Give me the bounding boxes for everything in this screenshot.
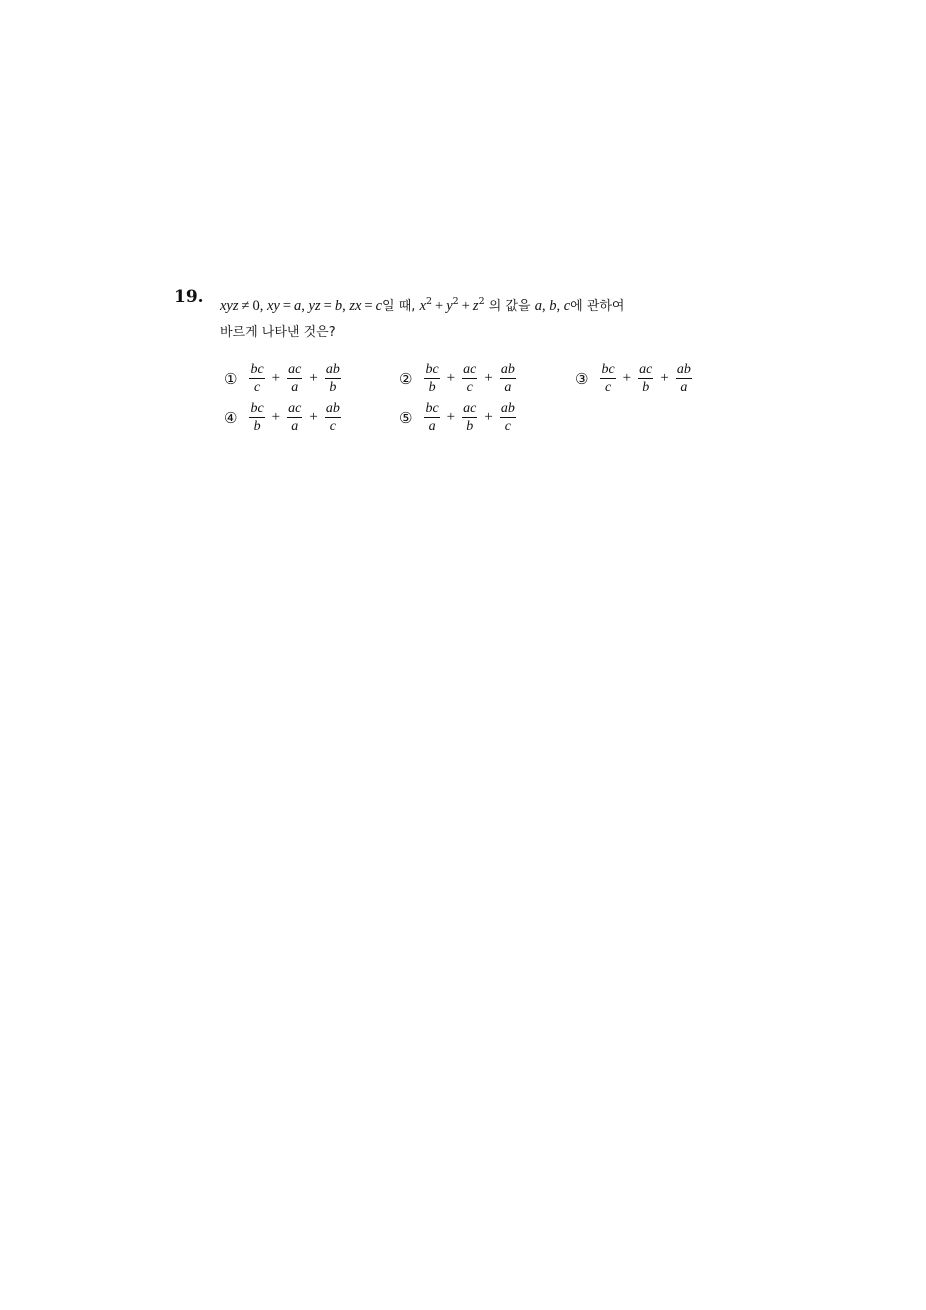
stem-token: c — [563, 298, 571, 314]
stem-token: 2 — [452, 296, 459, 307]
choice-row-2 — [224, 398, 764, 437]
stem-token: zx — [345, 298, 362, 314]
choice-expression — [247, 362, 342, 395]
fraction-denominator: c — [504, 419, 511, 434]
stem-token: xyz — [220, 298, 239, 314]
stem-token: 의 값을 — [484, 299, 535, 314]
fraction-numerator: bc — [601, 362, 615, 377]
fraction — [636, 362, 655, 395]
choice-expression — [422, 362, 517, 395]
fraction — [422, 362, 441, 395]
plus-sign: + — [271, 370, 281, 386]
stem-token: , — [541, 298, 550, 314]
fraction-numerator: ac — [639, 362, 653, 377]
fraction-numerator: bc — [250, 362, 264, 377]
choice-row-1 — [224, 359, 764, 398]
fraction-denominator: a — [291, 419, 299, 434]
plus-sign: + — [446, 370, 456, 386]
plus-sign: + — [271, 409, 281, 425]
fraction-denominator: c — [253, 380, 261, 395]
fraction-numerator: ab — [676, 362, 691, 377]
stem-token: 2 — [478, 296, 485, 307]
stem-token: a — [534, 298, 542, 314]
question-stem — [220, 289, 760, 346]
stem-token: yz — [304, 298, 321, 314]
question-stem-line-1 — [220, 289, 760, 320]
fraction-denominator: b — [428, 380, 436, 395]
choice-3[interactable] — [575, 359, 694, 398]
choice-marker: ④ — [224, 408, 238, 427]
fraction — [323, 362, 343, 395]
fraction — [247, 401, 266, 434]
fraction — [498, 362, 518, 395]
choice-expression — [247, 401, 342, 434]
stem-token: + — [435, 298, 444, 314]
fraction-denominator: c — [466, 380, 473, 395]
fraction — [285, 401, 304, 434]
fraction — [674, 362, 694, 395]
fraction-numerator: bc — [425, 401, 439, 416]
stem-token: b — [334, 298, 343, 314]
choice-5[interactable] — [399, 398, 518, 437]
fraction-denominator: a — [680, 380, 688, 395]
fraction — [460, 362, 479, 395]
stem-token: ≠ — [241, 298, 250, 314]
fraction-denominator: a — [428, 419, 436, 434]
stem-token: b — [549, 298, 557, 314]
question-number: 19. — [174, 287, 204, 307]
choice-expression — [422, 401, 517, 434]
stem-token: a — [294, 298, 302, 314]
stem-token: z — [472, 298, 479, 314]
fraction — [460, 401, 479, 434]
fraction — [285, 362, 304, 395]
stem-token: x — [419, 298, 426, 314]
fraction — [498, 401, 518, 434]
fraction-numerator: ac — [463, 401, 477, 416]
fraction-denominator: b — [642, 380, 650, 395]
plus-sign: + — [484, 409, 493, 425]
fraction-denominator: b — [466, 419, 474, 434]
fraction-numerator: ac — [463, 362, 477, 377]
plus-sign: + — [309, 370, 318, 386]
choice-1[interactable] — [224, 359, 343, 398]
fraction-numerator: ab — [325, 362, 340, 377]
choice-marker: ① — [224, 369, 238, 388]
plus-sign: + — [309, 409, 318, 425]
fraction — [247, 362, 266, 395]
stem-token: , — [301, 298, 305, 314]
fraction-denominator: b — [253, 419, 261, 434]
fraction-numerator: ab — [325, 401, 340, 416]
fraction — [422, 401, 441, 434]
choice-marker: ② — [399, 369, 413, 388]
stem-token: , — [556, 298, 564, 314]
stem-token: c — [375, 298, 383, 314]
plus-sign: + — [446, 409, 456, 425]
stem-token: , — [342, 298, 346, 314]
choice-2[interactable] — [399, 359, 518, 398]
answer-choices — [224, 359, 764, 437]
fraction-numerator: ac — [288, 362, 302, 377]
stem-token: 2 — [426, 296, 433, 307]
fraction — [598, 362, 617, 395]
stem-token: y — [446, 298, 453, 314]
fraction-numerator: ab — [500, 401, 515, 416]
fraction-numerator: bc — [250, 401, 264, 416]
stem-token: 0, — [252, 298, 264, 314]
fraction-numerator: ab — [500, 362, 515, 377]
fraction-denominator: b — [329, 380, 337, 395]
fraction-denominator: c — [604, 380, 612, 395]
stem-token: + — [461, 298, 470, 314]
fraction-denominator: a — [291, 380, 299, 395]
choice-marker: ⑤ — [399, 408, 413, 427]
fraction — [323, 401, 343, 434]
stem-token: 에 관하여 — [570, 299, 625, 314]
choice-4[interactable] — [224, 398, 343, 437]
stem-token: = — [364, 298, 373, 314]
question-stem-line-2: 바르게 나타낸 것은? — [220, 325, 336, 340]
stem-token: 일 때, — [382, 299, 420, 314]
fraction-denominator: a — [504, 380, 512, 395]
plus-sign: + — [622, 370, 632, 386]
choice-expression — [598, 362, 693, 395]
fraction-numerator: bc — [425, 362, 439, 377]
plus-sign: + — [660, 370, 669, 386]
choice-marker: ③ — [575, 369, 589, 388]
plus-sign: + — [484, 370, 493, 386]
fraction-numerator: ac — [288, 401, 302, 416]
stem-token: xy — [263, 298, 280, 314]
fraction-denominator: c — [329, 419, 336, 434]
stem-token: = — [282, 298, 292, 314]
stem-token: = — [323, 298, 332, 314]
